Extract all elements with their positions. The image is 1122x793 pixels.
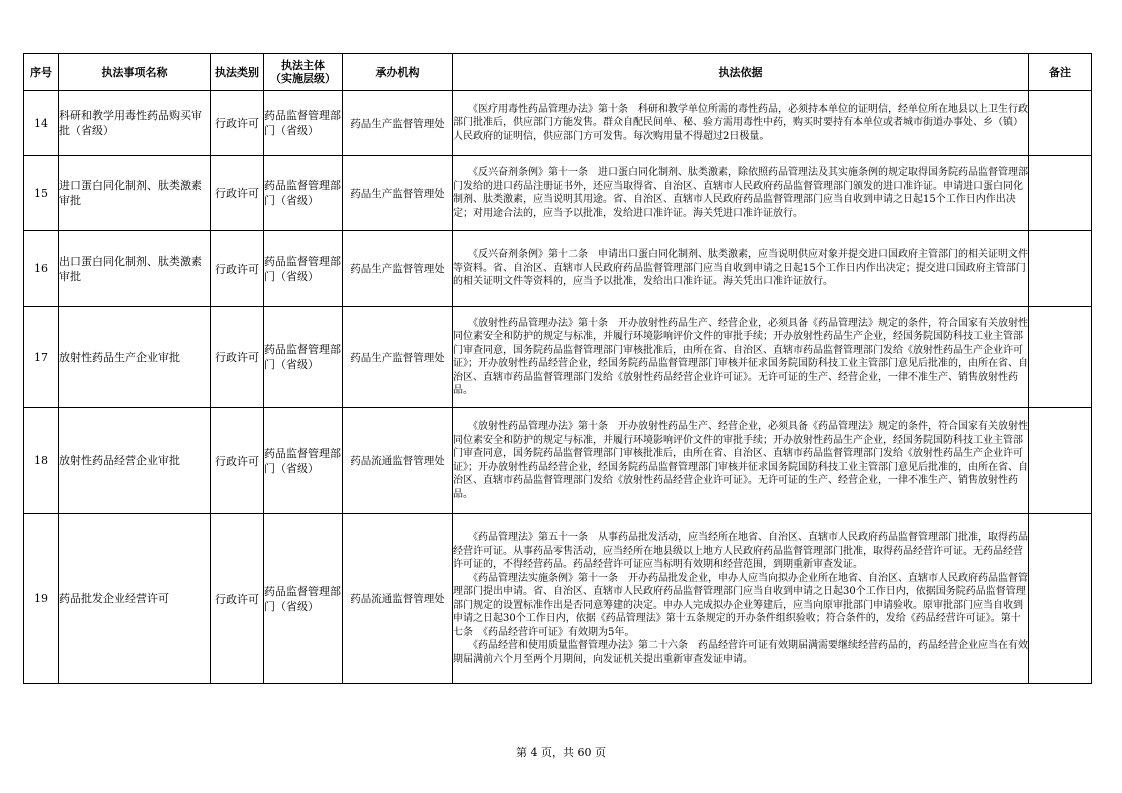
row-note [1029,156,1092,231]
row-subject: 药品监督管理部门（省级） [264,408,343,514]
row-org: 药品生产监督管理处 [343,156,453,231]
header-note: 备注 [1029,54,1092,91]
row-legal-basis [453,408,1029,514]
page-footer: 第 4 页，共 60 页 [516,746,606,759]
row-item-name: 放射性药品经营企业审批 [59,408,211,514]
row-org: 药品生产监督管理处 [343,231,453,307]
row-type: 行政许可 [211,307,264,408]
table-row [24,91,1092,156]
header-type: 执法类别 [211,54,264,91]
row-legal-basis [453,91,1029,156]
row-legal-basis [453,231,1029,307]
row-seq: 15 [24,156,59,231]
table-row [24,514,1092,684]
row-item-name: 出口蛋白同化制剂、肽类激素审批 [59,231,211,307]
row-org: 药品生产监督管理处 [343,91,453,156]
legal-basis-paragraph: 《反兴奋剂条例》第十二条 申请出口蛋白同化制剂、肽类激素，应当说明供应对象并提交进口国政府主管部门的相关证明文件等资料。省、自治区、直辖市人民政府药品监督管理部门应当自收到申请之日起15个工作日内作出决定；提交进口国政府主管部门的相关证明文件等资料的，应当予以批准，发给出口准许证。海关凭出口准许证放行。 [453,249,1028,288]
row-type: 行政许可 [211,156,264,231]
row-subject: 药品监督管理部门（省级） [264,514,343,684]
enforcement-items-table [23,53,1092,684]
legal-basis-paragraph: 《药品管理法》第五十一条 从事药品批发活动，应当经所在地省、自治区、直辖市人民政府药品监督管理部门批准，取得药品经营许可证。从事药品零售活动，应当经所在地县级以上地方人民政府药品监督管理部门批准，取得药品经营许可证。无药品经营许可证的，不得经营药品。药品经营许可证应当标明有效期和经营范围，到期重新审查发证。 [453,532,1028,570]
row-note [1029,91,1092,156]
row-type: 行政许可 [211,91,264,156]
header-seq: 序号 [24,54,59,91]
row-item-name: 进口蛋白同化制剂、肽类激素审批 [59,156,211,231]
header-basis: 执法依据 [453,54,1029,91]
legal-basis-paragraph: 《反兴奋剂条例》第十一条 进口蛋白同化制剂、肽类激素，除依照药品管理法及其实施条例的规定取得国务院药品监督管理部门发给的进口药品注册证书外，还应当取得省、自治区、直辖市人民政府药品监督管理部门颁发的进口准许证。申请进口蛋白同化制剂、肽类激素，应当说明其用途。省、自治区、直辖市人民政府药品监督管理部门应当自收到申请之日起15个工作日内作出决定；对用途合法的，应当予以批准，发给进口准许证。海关凭进口准许证放行。 [453,167,1028,219]
row-subject: 药品监督管理部门（省级） [264,91,343,156]
row-seq: 18 [24,408,59,514]
row-subject: 药品监督管理部门（省级） [264,156,343,231]
row-seq: 14 [24,91,59,156]
table-row [24,307,1092,408]
row-seq: 19 [24,514,59,684]
row-org: 药品流通监督管理处 [343,514,453,684]
row-note [1029,408,1092,514]
header-subject-line2: （实施层级） [270,72,336,85]
row-seq: 17 [24,307,59,408]
row-note [1029,514,1092,684]
row-item-name: 药品批发企业经营许可 [59,514,211,684]
header-item-name: 执法事项名称 [59,54,211,91]
row-legal-basis [453,514,1029,684]
legal-basis-paragraph: 《放射性药品管理办法》第十条 开办放射性药品生产、经营企业，必须具备《药品管理法》规定的条件，符合国家有关放射性同位素安全和防护的规定与标准，并履行环境影响评价文件的审批手续；开办放射性药品生产企业，经国务院国防科技工业主管部门审查同意，国务院药品监督管理部门审核批准后，由所在省、自治区、直辖市药品监督管理部门发给《放射性药品生产企业许可证》；开办放射性药品经营企业，经国务院药品监督管理部门审核并征求国务院国防科技工业主管部门意见后批准的，由所在省、自治区、直辖市药品监督管理部门发给《放射性药品经营企业许可证》。无许可证的生产、经营企业，一律不准生产、销售放射性药品。 [453,421,1028,500]
row-item-name: 放射性药品生产企业审批 [59,307,211,408]
table-row [24,231,1092,307]
header-subject [264,54,343,91]
header-org: 承办机构 [343,54,453,91]
legal-basis-paragraph: 《放射性药品管理办法》第十条 开办放射性药品生产、经营企业，必须具备《药品管理法》规定的条件，符合国家有关放射性同位素安全和防护的规定与标准，并履行环境影响评价文件的审批手续；开办放射性药品生产企业，经国务院国防科技工业主管部门审查同意，国务院药品监督管理部门审核批准后，由所在省、自治区、直辖市药品监督管理部门发给《放射性药品生产企业许可证》；开办放射性药品经营企业，经国务院药品监督管理部门审核并征求国务院国防科技工业主管部门意见后批准的，由所在省、自治区、直辖市药品监督管理部门发给《放射性药品经营企业许可证》。无许可证的生产、经营企业，一律不准生产、销售放射性药品。 [453,317,1028,396]
row-legal-basis [453,156,1029,231]
legal-basis-paragraph: 《药品管理法实施条例》第十一条 开办药品批发企业，申办人应当向拟办企业所在地省、自治区、直辖市人民政府药品监督管理部门提出申请。省、自治区、直辖市人民政府药品监督管理部门应当自收到申请之日起30个工作日内，依据国务院药品监督管理部门规定的设置标准作出是否同意筹建的决定。申办人完成拟办企业筹建后，应当向原审批部门申请验收。原审批部门应当自收到申请之日起30个工作日内，依据《药品管理法》第十五条规定的开办条件组织验收；符合条件的，发给《药品经营许可证》。第十七条 《药品经营许可证》有效期为5年。 [453,572,1028,638]
legal-basis-paragraph: 《医疗用毒性药品管理办法》第十条 科研和教学单位所需的毒性药品，必须持本单位的证明信，经单位所在地县以上卫生行政部门批准后，供应部门方能发售。群众自配民间单、秘、验方需用毒性中药，购买时要持有本单位或者城市街道办事处、乡（镇）人民政府的证明信，供应部门方可发售。每次购用量不得超过2日极量。 [453,103,1028,142]
legal-basis-paragraph: 《药品经营和使用质量监督管理办法》第二十六条 药品经营许可证有效期届满需要继续经营药品的，药品经营企业应当在有效期届满前六个月至两个月期间，向发证机关提出重新审查发证申请。 [453,640,1028,665]
row-type: 行政许可 [211,408,264,514]
row-subject: 药品监督管理部门（省级） [264,231,343,307]
row-type: 行政许可 [211,514,264,684]
row-subject: 药品监督管理部门（省级） [264,307,343,408]
header-subject-line1: 执法主体 [281,59,325,72]
table-header-row [24,54,1092,91]
row-item-name: 科研和教学用毒性药品购买审批（省级） [59,91,211,156]
row-note [1029,231,1092,307]
table-row [24,156,1092,231]
row-seq: 16 [24,231,59,307]
row-note [1029,307,1092,408]
row-org: 药品生产监督管理处 [343,307,453,408]
row-legal-basis [453,307,1029,408]
row-org: 药品流通监督管理处 [343,408,453,514]
table-row [24,408,1092,514]
row-type: 行政许可 [211,231,264,307]
